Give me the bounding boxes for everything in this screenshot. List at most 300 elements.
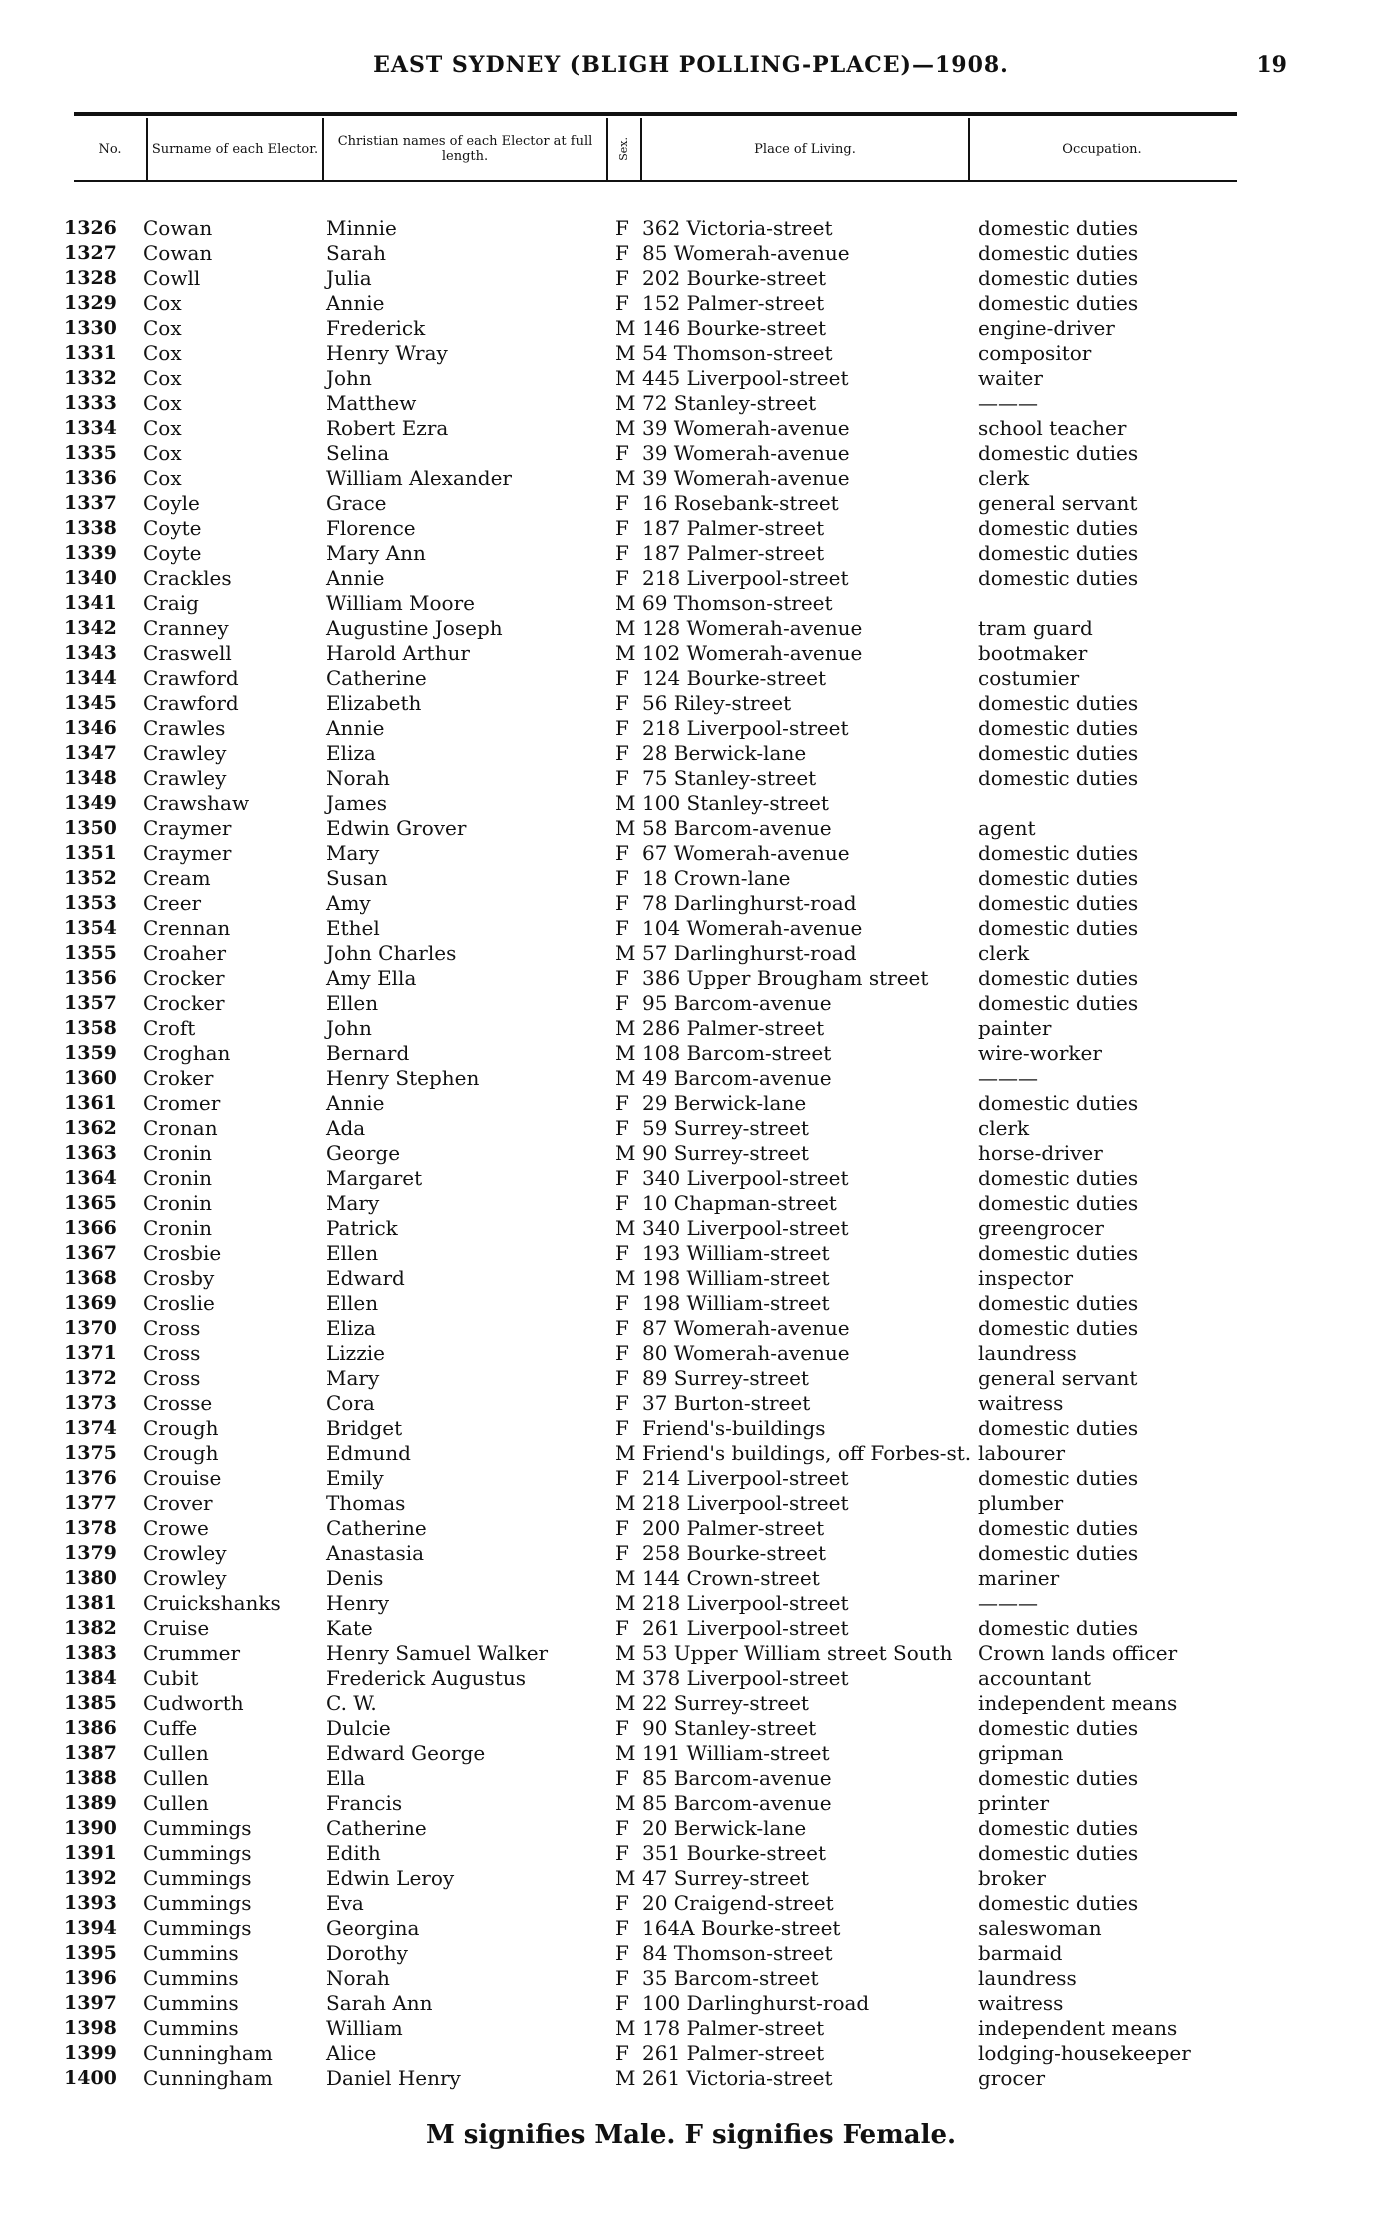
table-row [0,941,1382,966]
elector-christian-names: Edith [326,1841,381,1865]
elector-christian-names: Catherine [326,1516,427,1540]
elector-sex: M [615,1566,636,1590]
elector-christian-names: John Charles [326,941,457,965]
elector-surname: Croaher [143,941,227,965]
elector-number: 1332 [64,367,117,389]
col-divider [640,118,642,180]
table-row [0,1766,1382,1791]
elector-occupation: general servant [978,1366,1138,1390]
elector-occupation: grocer [978,2066,1046,2090]
elector-occupation: domestic duties [978,966,1139,990]
elector-christian-names: Anastasia [326,1541,425,1565]
elector-number: 1345 [64,692,117,714]
table-row [0,1416,1382,1441]
elector-christian-names: Cora [326,1391,375,1415]
elector-sex: F [615,841,629,865]
elector-surname: Cronin [143,1166,213,1190]
table-row [0,1091,1382,1116]
elector-place-of-living: 202 Bourke-street [642,266,826,290]
elector-number: 1397 [64,1992,117,2014]
elector-place-of-living: 39 Womerah-avenue [642,416,850,440]
elector-sex: F [615,1541,629,1565]
elector-sex: M [615,1691,636,1715]
table-row [0,741,1382,766]
elector-number: 1378 [64,1517,117,1539]
elector-place-of-living: 193 William-street [642,1241,830,1265]
sex-legend-footer: M signifies Male. F signifies Female. [425,2120,957,2150]
elector-sex: F [615,966,629,990]
elector-christian-names: Henry [326,1591,390,1615]
elector-place-of-living: 49 Barcom-avenue [642,1066,832,1090]
elector-place-of-living: 261 Liverpool-street [642,1616,849,1640]
elector-occupation: domestic duties [978,1541,1139,1565]
elector-christian-names: Amy [326,891,371,915]
elector-place-of-living: 20 Craigend-street [642,1891,834,1915]
elector-number: 1355 [64,942,117,964]
elector-sex: F [615,1466,629,1490]
elector-place-of-living: 152 Palmer-street [642,291,825,315]
col-divider [146,118,148,180]
elector-place-of-living: 144 Crown-street [642,1566,820,1590]
elector-sex: M [615,1666,636,1690]
elector-number: 1369 [64,1292,117,1314]
elector-place-of-living: 16 Rosebank-street [642,491,839,515]
elector-place-of-living: 108 Barcom-street [642,1041,832,1065]
elector-christian-names: Elizabeth [326,691,422,715]
elector-surname: Cunningham [143,2066,273,2090]
elector-number: 1360 [64,1067,117,1089]
elector-occupation: laundress [978,1966,1077,1990]
elector-number: 1354 [64,917,117,939]
elector-occupation: domestic duties [978,1241,1139,1265]
col-header-sex-wrap [608,120,638,178]
elector-occupation: labourer [978,1441,1066,1465]
elector-surname: Cummings [143,1866,252,1890]
elector-occupation: clerk [978,941,1030,965]
elector-christian-names: Lizzie [326,1341,385,1365]
elector-occupation: waitress [978,1391,1064,1415]
table-row [0,541,1382,566]
elector-place-of-living: 39 Womerah-avenue [642,441,850,465]
elector-number: 1336 [64,467,117,489]
elector-occupation: domestic duties [978,1616,1139,1640]
elector-number: 1353 [64,892,117,914]
elector-christian-names: Sarah [326,241,386,265]
elector-surname: Cronin [143,1216,213,1240]
table-row [0,1341,1382,1366]
elector-sex: F [615,541,629,565]
elector-sex: F [615,1116,629,1140]
elector-christian-names: William Moore [326,591,475,615]
elector-christian-names: Augustine Joseph [326,616,503,640]
elector-christian-names: Mary Ann [326,541,426,565]
elector-sex: F [615,691,629,715]
elector-sex: M [615,1066,636,1090]
table-row [0,1966,1382,1991]
elector-sex: F [615,1091,629,1115]
elector-occupation: domestic duties [978,241,1139,265]
elector-surname: Cunningham [143,2041,273,2065]
elector-surname: Cross [143,1341,201,1365]
elector-sex: F [615,216,629,240]
elector-occupation: plumber [978,1491,1064,1515]
elector-surname: Cruickshanks [143,1591,281,1615]
col-header-surname: Surname of each Elector. [151,141,319,157]
elector-occupation: domestic duties [978,441,1139,465]
elector-occupation: mariner [978,1566,1060,1590]
elector-sex: F [615,566,629,590]
table-row [0,591,1382,616]
table-row [0,1241,1382,1266]
elector-number: 1387 [64,1742,117,1764]
col-divider [968,118,970,180]
elector-place-of-living: 218 Liverpool-street [642,1491,849,1515]
elector-occupation: domestic duties [978,866,1139,890]
table-row [0,366,1382,391]
elector-christian-names: George [326,1141,401,1165]
elector-number: 1395 [64,1942,117,1964]
table-row [0,1616,1382,1641]
elector-surname: Craswell [143,641,232,665]
elector-christian-names: Grace [326,491,387,515]
table-row [0,1591,1382,1616]
table-row [0,1741,1382,1766]
elector-place-of-living: 187 Palmer-street [642,516,825,540]
elector-surname: Cummings [143,1891,252,1915]
elector-sex: F [615,1241,629,1265]
elector-number: 1335 [64,442,117,464]
elector-number: 1344 [64,667,117,689]
elector-place-of-living: 102 Womerah-avenue [642,641,863,665]
elector-occupation: costumier [978,666,1080,690]
elector-place-of-living: 37 Burton-street [642,1391,811,1415]
elector-sex: M [615,1741,636,1765]
elector-occupation: domestic duties [978,1816,1139,1840]
elector-number: 1327 [64,242,117,264]
elector-sex: F [615,916,629,940]
elector-surname: Cox [143,391,182,415]
elector-occupation: domestic duties [978,266,1139,290]
elector-place-of-living: 286 Palmer-street [642,1016,825,1040]
elector-occupation: gripman [978,1741,1064,1765]
elector-place-of-living: 104 Womerah-avenue [642,916,863,940]
elector-number: 1389 [64,1792,117,1814]
elector-sex: F [615,741,629,765]
elector-number: 1356 [64,967,117,989]
elector-occupation: domestic duties [978,716,1139,740]
elector-place-of-living: 57 Darlinghurst-road [642,941,857,965]
elector-place-of-living: 22 Surrey-street [642,1691,809,1715]
elector-christian-names: Emily [326,1466,384,1490]
table-row [0,691,1382,716]
elector-surname: Cox [143,316,182,340]
elector-number: 1371 [64,1342,117,1364]
table-row [0,866,1382,891]
table-row [0,316,1382,341]
elector-sex: M [615,1441,636,1465]
elector-occupation: domestic duties [978,1716,1139,1740]
elector-christian-names: Norah [326,1966,390,1990]
elector-place-of-living: 18 Crown-lane [642,866,791,890]
elector-number: 1385 [64,1692,117,1714]
elector-surname: Cowan [143,241,213,265]
elector-occupation: engine-driver [978,316,1115,340]
table-row [0,1666,1382,1691]
elector-christian-names: Thomas [326,1491,406,1515]
elector-christian-names: Sarah Ann [326,1991,433,2015]
elector-number: 1367 [64,1242,117,1264]
elector-surname: Crackles [143,566,232,590]
elector-christian-names: John [326,366,372,390]
elector-number: 1331 [64,342,117,364]
elector-sex: F [615,2041,629,2065]
elector-occupation: agent [978,816,1036,840]
elector-occupation: domestic duties [978,1766,1139,1790]
elector-occupation: clerk [978,1116,1030,1140]
elector-place-of-living: 53 Upper William street South [642,1641,953,1665]
elector-sex: F [615,1916,629,1940]
header-top-rule [74,112,1237,116]
elector-christian-names: Ella [326,1766,366,1790]
table-row [0,1041,1382,1066]
elector-sex: M [615,591,636,615]
table-row [0,1316,1382,1341]
elector-christian-names: Henry Samuel Walker [326,1641,549,1665]
elector-sex: F [615,1816,629,1840]
elector-sex: M [615,1016,636,1040]
elector-sex: F [615,1766,629,1790]
elector-sex: M [615,1266,636,1290]
elector-sex: F [615,266,629,290]
elector-sex: F [615,491,629,515]
elector-surname: Crennan [143,916,231,940]
table-row [0,391,1382,416]
elector-place-of-living: 258 Bourke-street [642,1541,826,1565]
elector-christian-names: Ada [326,1116,366,1140]
elector-number: 1329 [64,292,117,314]
table-row [0,1541,1382,1566]
elector-surname: Creer [143,891,202,915]
elector-surname: Cronin [143,1191,213,1215]
elector-surname: Crough [143,1416,219,1440]
elector-number: 1362 [64,1117,117,1139]
table-row [0,1691,1382,1716]
elector-number: 1374 [64,1417,117,1439]
elector-surname: Crocker [143,966,225,990]
elector-occupation: bootmaker [978,641,1088,665]
table-row [0,241,1382,266]
elector-number: 1390 [64,1817,117,1839]
elector-surname: Cullen [143,1766,209,1790]
elector-surname: Craymer [143,841,232,865]
elector-occupation: domestic duties [978,216,1139,240]
elector-sex: F [615,1516,629,1540]
elector-number: 1346 [64,717,117,739]
elector-christian-names: Edward George [326,1741,486,1765]
elector-occupation: domestic duties [978,991,1139,1015]
elector-sex: M [615,416,636,440]
header-bottom-rule [74,180,1237,182]
elector-sex: M [615,1866,636,1890]
elector-number: 1375 [64,1442,117,1464]
elector-occupation: barmaid [978,1941,1063,1965]
elector-number: 1348 [64,767,117,789]
elector-occupation: Crown lands officer [978,1641,1178,1665]
elector-occupation: waitress [978,1991,1064,2015]
table-row [0,1491,1382,1516]
elector-occupation: domestic duties [978,1316,1139,1340]
elector-place-of-living: 124 Bourke-street [642,666,826,690]
elector-number: 1328 [64,267,117,289]
table-row [0,1266,1382,1291]
elector-number: 1351 [64,842,117,864]
elector-place-of-living: 378 Liverpool-street [642,1666,849,1690]
table-row [0,1841,1382,1866]
table-row [0,1566,1382,1591]
elector-occupation: compositor [978,341,1092,365]
elector-surname: Cowll [143,266,201,290]
elector-place-of-living: 340 Liverpool-street [642,1166,849,1190]
elector-surname: Cross [143,1316,201,1340]
table-row [0,891,1382,916]
elector-christian-names: Ethel [326,916,380,940]
elector-place-of-living: 20 Berwick-lane [642,1816,807,1840]
elector-occupation: clerk [978,466,1030,490]
elector-occupation: domestic duties [978,566,1139,590]
page-title: EAST SYDNEY (BLIGH POLLING-PLACE)—1908. [373,52,1009,78]
table-row [0,1791,1382,1816]
elector-surname: Croslie [143,1291,215,1315]
elector-place-of-living: 386 Upper Brougham street [642,966,929,990]
elector-sex: F [615,291,629,315]
page-number: 19 [1256,52,1287,78]
elector-number: 1372 [64,1367,117,1389]
elector-place-of-living: 59 Surrey-street [642,1116,809,1140]
table-row [0,1216,1382,1241]
elector-surname: Cudworth [143,1691,244,1715]
elector-number: 1363 [64,1142,117,1164]
elector-place-of-living: 58 Barcom-avenue [642,816,832,840]
elector-christian-names: Catherine [326,1816,427,1840]
elector-surname: Cronin [143,1141,213,1165]
elector-sex: F [615,1616,629,1640]
elector-number: 1334 [64,417,117,439]
elector-number: 1373 [64,1392,117,1414]
elector-place-of-living: 10 Chapman-street [642,1191,837,1215]
elector-occupation: lodging-housekeeper [978,2041,1191,2065]
elector-christian-names: William Alexander [326,466,512,490]
elector-sex: M [615,616,636,640]
elector-occupation: saleswoman [978,1916,1102,1940]
elector-number: 1396 [64,1967,117,1989]
elector-surname: Cubit [143,1666,199,1690]
elector-surname: Cummins [143,1966,239,1990]
table-row [0,791,1382,816]
elector-place-of-living: Friend's buildings, off Forbes-st. [642,1441,972,1465]
elector-surname: Cullen [143,1791,209,1815]
elector-list [0,216,1382,2091]
table-row [0,816,1382,841]
elector-place-of-living: 90 Surrey-street [642,1141,809,1165]
elector-place-of-living: 95 Barcom-avenue [642,991,832,1015]
elector-occupation: domestic duties [978,1466,1139,1490]
elector-surname: Crocker [143,991,225,1015]
elector-surname: Crawshaw [143,791,250,815]
elector-number: 1342 [64,617,117,639]
elector-number: 1338 [64,517,117,539]
elector-place-of-living: 29 Berwick-lane [642,1091,807,1115]
elector-christian-names: Dorothy [326,1941,408,1965]
elector-place-of-living: 198 William-street [642,1291,830,1315]
elector-place-of-living: 47 Surrey-street [642,1866,809,1890]
elector-place-of-living: 39 Womerah-avenue [642,466,850,490]
elector-number: 1341 [64,592,117,614]
table-row [0,1441,1382,1466]
table-row [0,841,1382,866]
elector-christian-names: Bridget [326,1416,403,1440]
elector-occupation: domestic duties [978,1891,1139,1915]
elector-number: 1330 [64,317,117,339]
elector-sex: M [615,2066,636,2090]
elector-sex: F [615,1841,629,1865]
elector-number: 1394 [64,1917,117,1939]
elector-christian-names: Dulcie [326,1716,391,1740]
elector-occupation: domestic duties [978,1091,1139,1115]
elector-sex: M [615,1041,636,1065]
table-row [0,916,1382,941]
elector-christian-names: Ellen [326,1291,379,1315]
elector-place-of-living: 178 Palmer-street [642,2016,825,2040]
elector-sex: F [615,1941,629,1965]
elector-place-of-living: 445 Liverpool-street [642,366,849,390]
elector-christian-names: Ellen [326,1241,379,1265]
elector-surname: Crawford [143,691,239,715]
elector-surname: Cummings [143,1841,252,1865]
elector-number: 1361 [64,1092,117,1114]
elector-occupation: horse-driver [978,1141,1103,1165]
table-row [0,1191,1382,1216]
elector-number: 1352 [64,867,117,889]
elector-place-of-living: 340 Liverpool-street [642,1216,849,1240]
elector-christian-names: Annie [326,716,385,740]
elector-christian-names: Frederick [326,316,426,340]
elector-surname: Crover [143,1491,213,1515]
elector-surname: Crowe [143,1516,209,1540]
elector-christian-names: Frederick Augustus [326,1666,526,1690]
elector-christian-names: Amy Ella [326,966,417,990]
elector-christian-names: Henry Wray [326,341,448,365]
elector-occupation: painter [978,1016,1052,1040]
elector-christian-names: John [326,1016,372,1040]
elector-surname: Cowan [143,216,213,240]
table-row [0,1291,1382,1316]
elector-number: 1333 [64,392,117,414]
table-row [0,216,1382,241]
elector-place-of-living: 100 Darlinghurst-road [642,1991,870,2015]
elector-surname: Crawley [143,766,227,790]
elector-christian-names: Mary [326,841,380,865]
elector-surname: Cummins [143,2016,239,2040]
elector-christian-names: Mary [326,1366,380,1390]
elector-place-of-living: 78 Darlinghurst-road [642,891,857,915]
elector-surname: Cummings [143,1916,252,1940]
elector-number: 1379 [64,1542,117,1564]
table-row [0,766,1382,791]
elector-surname: Cox [143,466,182,490]
elector-place-of-living: Friend's-buildings [642,1416,826,1440]
elector-surname: Cummins [143,1941,239,1965]
elector-surname: Crosby [143,1266,215,1290]
